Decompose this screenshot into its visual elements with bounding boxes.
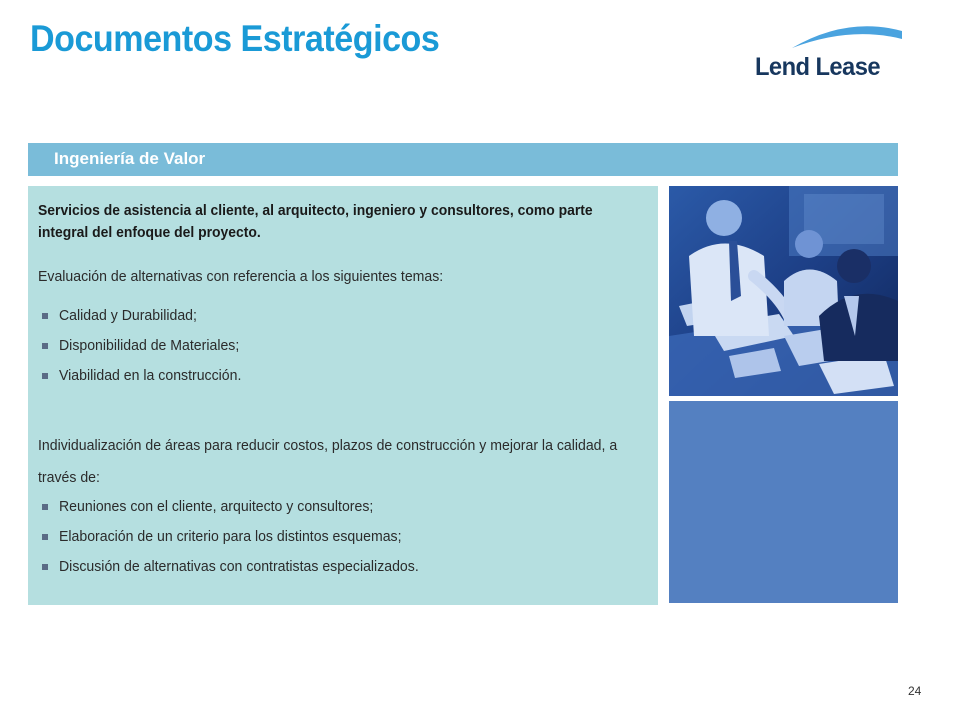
section-title: Ingeniería de Valor bbox=[54, 149, 206, 168]
list-item bbox=[38, 492, 442, 522]
list-item-text: Calidad y Durabilidad; bbox=[59, 307, 197, 324]
logo-text: Lend Lease bbox=[755, 53, 880, 81]
list-item-text: Viabilidad en la construcción. bbox=[59, 367, 242, 384]
logo-swoosh-icon bbox=[752, 22, 902, 52]
list-item bbox=[38, 301, 253, 331]
square-bullet-icon bbox=[42, 373, 48, 379]
evaluation-list bbox=[38, 301, 253, 391]
accent-block bbox=[669, 401, 898, 603]
list-item bbox=[38, 361, 253, 391]
lend-lease-logo bbox=[752, 22, 902, 82]
list-item-text: Discusión de alternativas con contratistas especializados. bbox=[59, 558, 419, 575]
actions-list bbox=[38, 492, 442, 582]
paragraph-individualization: Individualización de áreas para reducir costos, plazos de construcción y mejorar la calidad, a través de: bbox=[38, 437, 618, 486]
list-item-text: Elaboración de un criterio para los distintos esquemas; bbox=[59, 528, 402, 545]
meeting-photo bbox=[669, 186, 898, 396]
intro-text: Servicios de asistencia al cliente, al arquitecto, ingeniero y consultores, como parte integral del enfoque del proyecto. bbox=[38, 203, 593, 241]
square-bullet-icon bbox=[42, 313, 48, 319]
slide-title: Documentos Estratégicos bbox=[30, 18, 440, 59]
meeting-photo-illustration bbox=[669, 186, 898, 396]
paragraph-evaluation: Evaluación de alternativas con referencia a los siguientes temas: bbox=[38, 268, 444, 285]
list-item-text: Reuniones con el cliente, arquitecto y consultores; bbox=[59, 498, 374, 515]
square-bullet-icon bbox=[42, 504, 48, 510]
page-number: 24 bbox=[908, 684, 922, 698]
list-item bbox=[38, 522, 442, 552]
square-bullet-icon bbox=[42, 534, 48, 540]
section-header-bar bbox=[28, 143, 898, 176]
square-bullet-icon bbox=[42, 343, 48, 349]
list-item-text: Disponibilidad de Materiales; bbox=[59, 337, 240, 354]
list-item bbox=[38, 331, 253, 361]
square-bullet-icon bbox=[42, 564, 48, 570]
list-item bbox=[38, 552, 442, 582]
content-panel bbox=[28, 186, 658, 605]
